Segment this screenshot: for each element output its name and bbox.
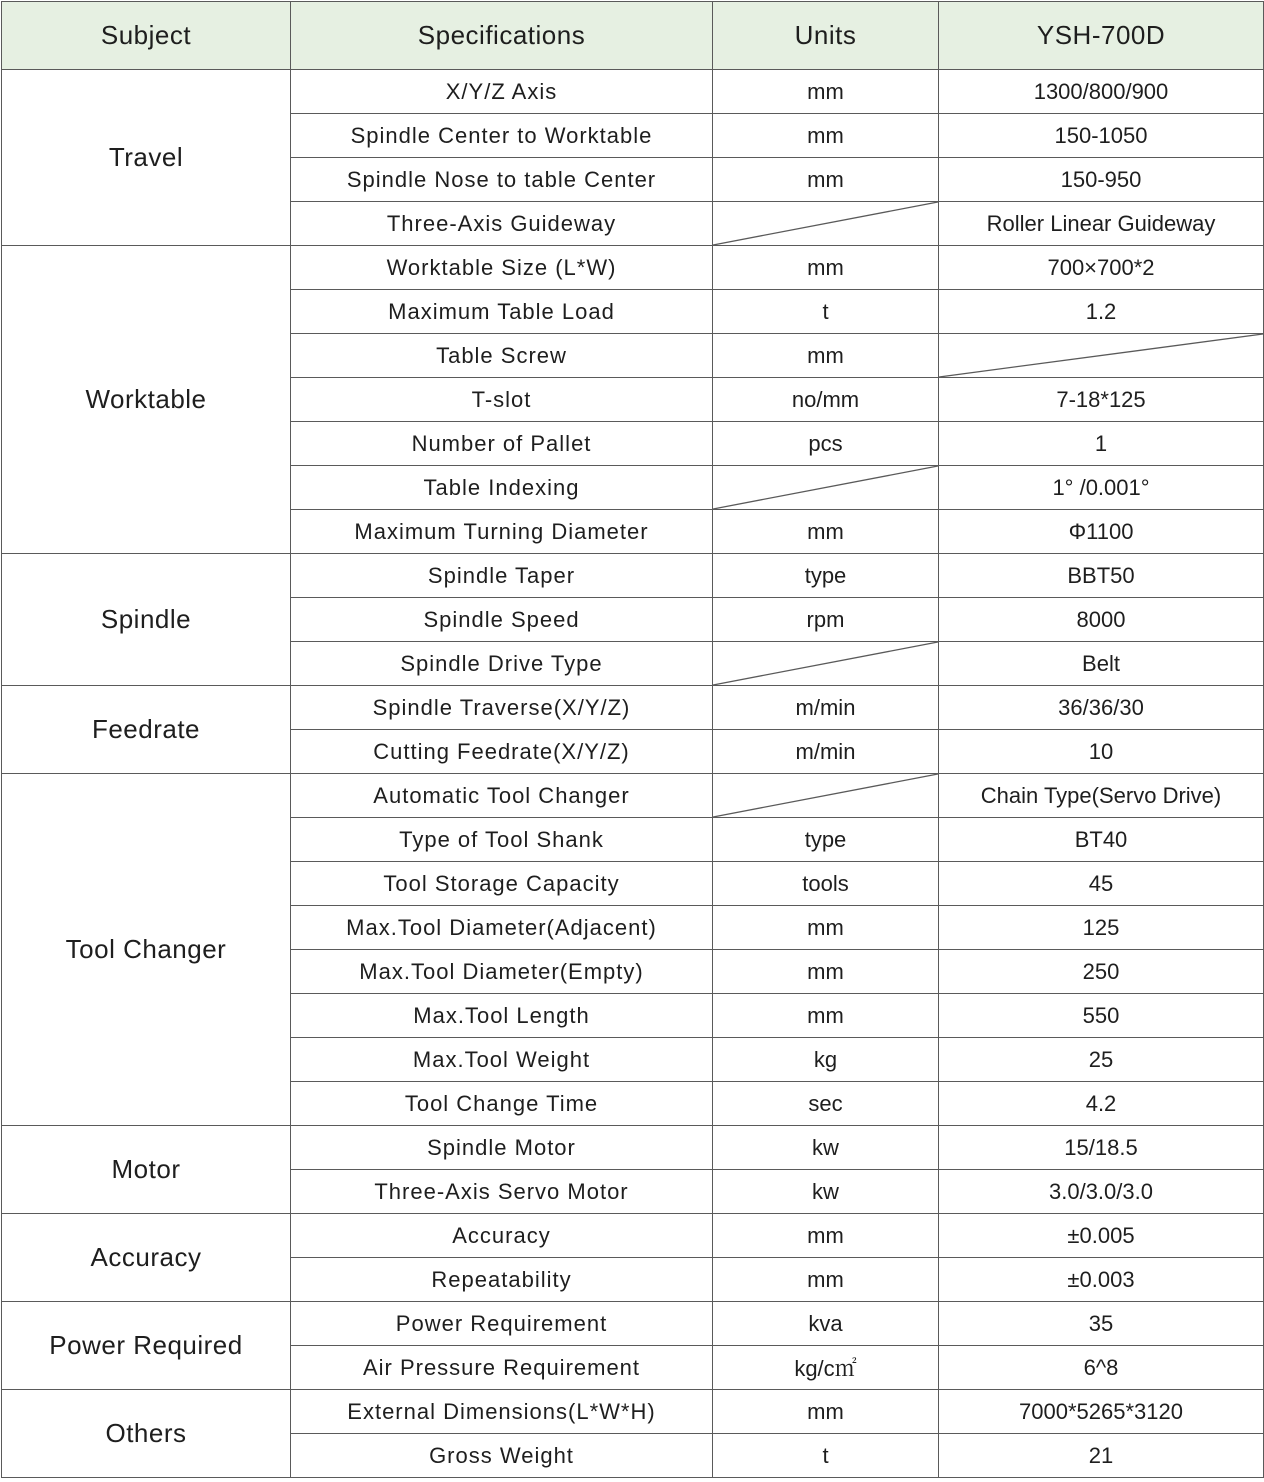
spec-value: 21 <box>939 1434 1264 1478</box>
spec-name: Spindle Nose to table Center <box>291 158 713 202</box>
spec-unit: mm <box>713 158 939 202</box>
table-row <box>2 686 1264 730</box>
spec-name: Max.Tool Length <box>291 994 713 1038</box>
spec-value: 125 <box>939 906 1264 950</box>
spec-name: Table Indexing <box>291 466 713 510</box>
spec-value: Chain Type(Servo Drive) <box>939 774 1264 818</box>
table-row <box>2 1302 1264 1346</box>
category-accuracy: Accuracy <box>2 1214 291 1302</box>
spec-name: External Dimensions(L*W*H) <box>291 1390 713 1434</box>
spec-value-empty <box>939 334 1264 378</box>
table-row <box>2 1214 1264 1258</box>
spec-unit-empty <box>713 202 939 246</box>
spec-name: Accuracy <box>291 1214 713 1258</box>
spec-unit: pcs <box>713 422 939 466</box>
spec-value: 10 <box>939 730 1264 774</box>
spec-value: 1° /0.001° <box>939 466 1264 510</box>
spec-name: Maximum Table Load <box>291 290 713 334</box>
spec-unit: mm <box>713 906 939 950</box>
spec-value: 1.2 <box>939 290 1264 334</box>
spec-unit: no/mm <box>713 378 939 422</box>
spec-table <box>1 1 1264 1478</box>
spec-unit: mm <box>713 510 939 554</box>
spec-unit: kg <box>713 1038 939 1082</box>
header-model: YSH-700D <box>939 2 1264 70</box>
spec-unit: kva <box>713 1302 939 1346</box>
spec-unit: mm <box>713 950 939 994</box>
spec-value: 7000*5265*3120 <box>939 1390 1264 1434</box>
category-worktable: Worktable <box>2 246 291 554</box>
spec-name: Spindle Motor <box>291 1126 713 1170</box>
spec-unit-empty <box>713 642 939 686</box>
table-row <box>2 1390 1264 1434</box>
spec-name: Spindle Speed <box>291 598 713 642</box>
spec-value: 45 <box>939 862 1264 906</box>
spec-name: T-slot <box>291 378 713 422</box>
spec-unit: tools <box>713 862 939 906</box>
header-units: Units <box>713 2 939 70</box>
spec-name: Spindle Traverse(X/Y/Z) <box>291 686 713 730</box>
table-row <box>2 554 1264 598</box>
table-row <box>2 774 1264 818</box>
spec-value: 250 <box>939 950 1264 994</box>
spec-value: 700×700*2 <box>939 246 1264 290</box>
spec-unit: mm <box>713 70 939 114</box>
spec-value: 7-18*125 <box>939 378 1264 422</box>
spec-body <box>2 70 1264 1478</box>
spec-unit-empty <box>713 466 939 510</box>
spec-value: 6^8 <box>939 1346 1264 1390</box>
category-power-required: Power Required <box>2 1302 291 1390</box>
spec-unit: mm <box>713 1214 939 1258</box>
spec-name: X/Y/Z Axis <box>291 70 713 114</box>
spec-name: Worktable Size (L*W) <box>291 246 713 290</box>
spec-name: Cutting Feedrate(X/Y/Z) <box>291 730 713 774</box>
table-row <box>2 246 1264 290</box>
spec-value: 36/36/30 <box>939 686 1264 730</box>
spec-unit: kg/c㎡ <box>713 1346 939 1390</box>
spec-unit: kw <box>713 1170 939 1214</box>
spec-unit: mm <box>713 114 939 158</box>
spec-name: Three-Axis Guideway <box>291 202 713 246</box>
category-feedrate: Feedrate <box>2 686 291 774</box>
spec-unit: t <box>713 1434 939 1478</box>
spec-name: Maximum Turning Diameter <box>291 510 713 554</box>
spec-name: Air Pressure Requirement <box>291 1346 713 1390</box>
spec-name: Number of Pallet <box>291 422 713 466</box>
spec-value: 35 <box>939 1302 1264 1346</box>
spec-name: Spindle Center to Worktable <box>291 114 713 158</box>
spec-name: Gross Weight <box>291 1434 713 1478</box>
spec-unit: mm <box>713 994 939 1038</box>
spec-unit: t <box>713 290 939 334</box>
spec-name: Max.Tool Diameter(Adjacent) <box>291 906 713 950</box>
category-tool-changer: Tool Changer <box>2 774 291 1126</box>
spec-value: BBT50 <box>939 554 1264 598</box>
diagonal-slash <box>713 774 938 817</box>
spec-name: Spindle Drive Type <box>291 642 713 686</box>
spec-unit: type <box>713 554 939 598</box>
spec-value: Belt <box>939 642 1264 686</box>
diagonal-slash <box>713 642 938 685</box>
spec-unit: mm <box>713 334 939 378</box>
spec-unit: rpm <box>713 598 939 642</box>
spec-unit: mm <box>713 1258 939 1302</box>
spec-value: BT40 <box>939 818 1264 862</box>
spec-name: Max.Tool Weight <box>291 1038 713 1082</box>
spec-unit: sec <box>713 1082 939 1126</box>
spec-unit: mm <box>713 246 939 290</box>
table-row <box>2 70 1264 114</box>
spec-value: 1300/800/900 <box>939 70 1264 114</box>
spec-unit: type <box>713 818 939 862</box>
spec-unit: m/min <box>713 686 939 730</box>
spec-name: Type of Tool Shank <box>291 818 713 862</box>
spec-name: Power Requirement <box>291 1302 713 1346</box>
spec-unit: kw <box>713 1126 939 1170</box>
spec-name: Three-Axis Servo Motor <box>291 1170 713 1214</box>
spec-value: Roller Linear Guideway <box>939 202 1264 246</box>
spec-value: 150-1050 <box>939 114 1264 158</box>
spec-value: 15/18.5 <box>939 1126 1264 1170</box>
diagonal-slash <box>713 466 938 509</box>
spec-name: Spindle Taper <box>291 554 713 598</box>
spec-value: 4.2 <box>939 1082 1264 1126</box>
spec-value: ±0.003 <box>939 1258 1264 1302</box>
category-others: Others <box>2 1390 291 1478</box>
spec-unit: m/min <box>713 730 939 774</box>
spec-value: 8000 <box>939 598 1264 642</box>
spec-value: 550 <box>939 994 1264 1038</box>
spec-value: 25 <box>939 1038 1264 1082</box>
spec-name: Tool Storage Capacity <box>291 862 713 906</box>
spec-value: 1 <box>939 422 1264 466</box>
table-row <box>2 1126 1264 1170</box>
spec-name: Max.Tool Diameter(Empty) <box>291 950 713 994</box>
spec-name: Automatic Tool Changer <box>291 774 713 818</box>
header-specifications: Specifications <box>291 2 713 70</box>
category-spindle: Spindle <box>2 554 291 686</box>
diagonal-slash <box>713 202 938 245</box>
category-motor: Motor <box>2 1126 291 1214</box>
diagonal-slash <box>939 334 1263 377</box>
spec-value: 150-950 <box>939 158 1264 202</box>
spec-name: Table Screw <box>291 334 713 378</box>
spec-name: Repeatability <box>291 1258 713 1302</box>
header-row <box>2 2 1264 70</box>
spec-unit: mm <box>713 1390 939 1434</box>
spec-value: ±0.005 <box>939 1214 1264 1258</box>
header-subject: Subject <box>2 2 291 70</box>
category-travel: Travel <box>2 70 291 246</box>
spec-name: Tool Change Time <box>291 1082 713 1126</box>
spec-value: 3.0/3.0/3.0 <box>939 1170 1264 1214</box>
spec-value: Φ1100 <box>939 510 1264 554</box>
spec-unit-empty <box>713 774 939 818</box>
